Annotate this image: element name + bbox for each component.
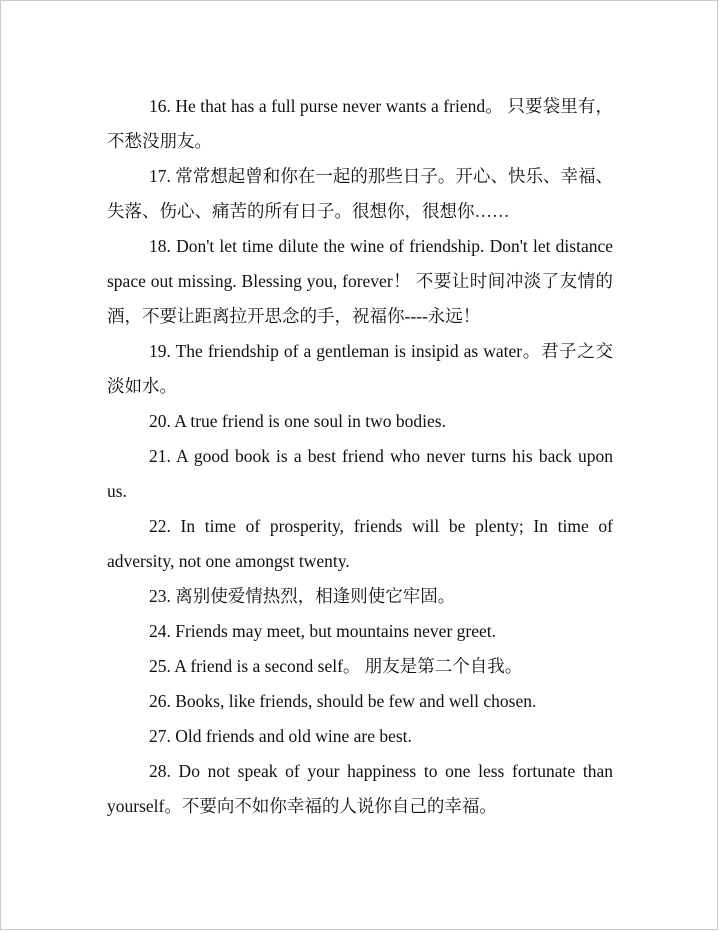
- paragraph-21: 21. A good book is a best friend who never turns his back upon us.: [107, 446, 613, 501]
- paragraph-25: 25. A friend is a second self。 朋友是第二个自我。: [149, 656, 523, 676]
- document-body: [107, 89, 613, 824]
- paragraph-20: 20. A true friend is one soul in two bodies.: [149, 411, 446, 431]
- paragraph-16: 16. He that has a full purse never wants a friend。 只要袋里有，不愁没朋友。: [107, 96, 613, 151]
- paragraph-19: 19. The friendship of a gentleman is insipid as water。君子之交淡如水。: [107, 341, 613, 396]
- paragraph-27: 27. Old friends and old wine are best.: [149, 726, 412, 746]
- paragraph-28: 28. Do not speak of your happiness to one less fortunate than yourself。不要向不如你幸福的人说你自己的幸福。: [107, 761, 613, 816]
- paragraph-18: 18. Don't let time dilute the wine of friendship. Don't let distance space out missing. Blessing you, forever！ 不要让时间冲淡了友情的酒，不要让距离拉开思念的手，祝福你----永远！: [107, 236, 613, 326]
- paragraph-24: 24. Friends may meet, but mountains never greet.: [149, 621, 497, 641]
- paragraph-23: 23. 离别使爱情热烈，相逢则使它牢固。: [149, 586, 456, 606]
- paragraph-26: 26. Books, like friends, should be few and well chosen.: [149, 691, 537, 711]
- paragraph-17: 17. 常常想起曾和你在一起的那些日子。开心、快乐、幸福、失落、伤心、痛苦的所有日子。很想你，很想你……: [107, 166, 613, 221]
- paragraph-22: 22. In time of prosperity, friends will be plenty; In time of adversity, not one amongst twenty.: [107, 516, 613, 571]
